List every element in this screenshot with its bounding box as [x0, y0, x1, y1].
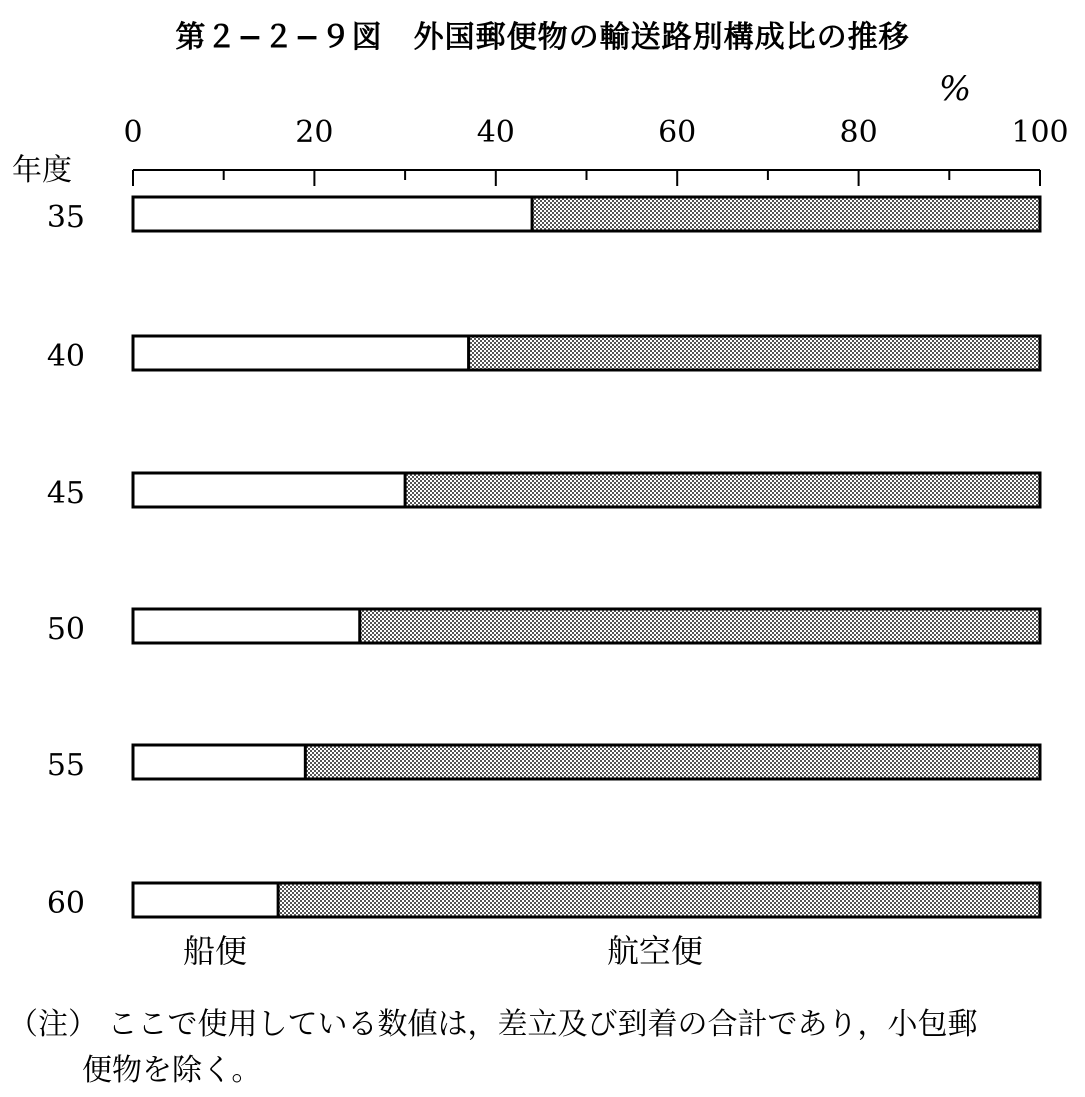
x-tick-label-60: 60: [658, 115, 697, 150]
bar-ship-40: [133, 336, 469, 370]
x-tick-label-80: 80: [839, 115, 878, 150]
chart-title: 第２−２−９図 外国郵便物の輸送路別構成比の推移: [175, 20, 910, 55]
category-label-40: 40: [46, 339, 85, 374]
x-tick-label-20: 20: [295, 115, 334, 150]
bar-ship-60: [133, 883, 278, 917]
category-label-55: 55: [46, 748, 85, 783]
footnote: [8, 1002, 1078, 1094]
category-label-60: 60: [46, 886, 85, 921]
legend-ship: 船便: [182, 932, 248, 970]
bar-air-40: [469, 336, 1040, 370]
bar-ship-45: [133, 473, 405, 507]
category-label-35: 35: [46, 200, 85, 235]
bars: [133, 197, 1040, 917]
bar-air-60: [278, 883, 1040, 917]
x-tick-label-40: 40: [476, 115, 515, 150]
bar-air-45: [405, 473, 1040, 507]
category-label-50: 50: [46, 612, 85, 647]
category-label-45: 45: [46, 476, 85, 511]
x-tick-label-100: 100: [1011, 115, 1069, 150]
legend-air: 航空便: [606, 932, 704, 970]
bar-air-55: [305, 745, 1040, 779]
bar-ship-55: [133, 745, 305, 779]
x-tick-label-0: 0: [123, 115, 143, 150]
footnote-line-1: （注） ここで使用している数値は，差立及び到着の合計であり，小包郵: [8, 1007, 978, 1042]
bar-ship-35: [133, 197, 532, 231]
footnote-line-2: 便物を除く。: [82, 1053, 262, 1088]
axis: [133, 170, 1040, 186]
bar-air-35: [532, 197, 1040, 231]
unit-label: %: [938, 69, 972, 109]
bar-ship-50: [133, 609, 360, 643]
category-axis-label: 年度: [12, 153, 72, 188]
bar-air-50: [360, 609, 1040, 643]
